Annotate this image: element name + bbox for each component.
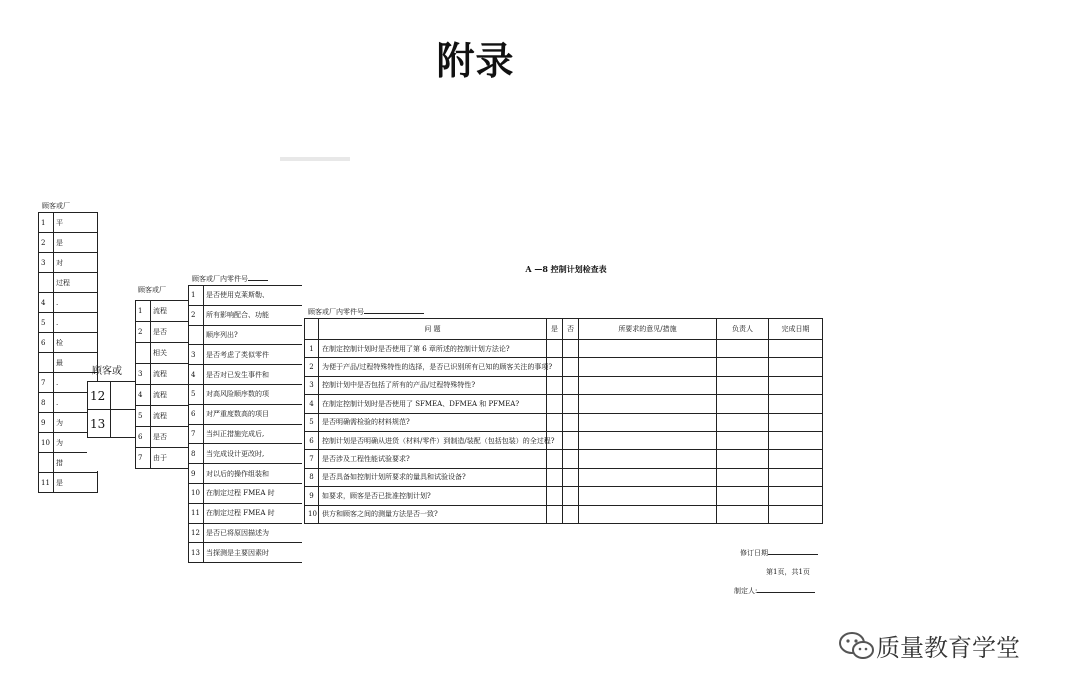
- table-row: [39, 233, 98, 253]
- slide-title: 附录: [436, 39, 515, 83]
- table-row: [39, 253, 98, 273]
- row-question: 所有影响配合、功能: [204, 305, 388, 325]
- row-number: [39, 353, 54, 373]
- row-yes: [547, 487, 563, 505]
- part-number-label: [308, 307, 424, 317]
- table-row: [39, 273, 98, 293]
- watermark-text: 质量教育学堂: [876, 634, 1020, 662]
- row-owner: [717, 505, 769, 523]
- row-action: [579, 395, 717, 413]
- row-date: [769, 376, 823, 394]
- row-question: 措: [54, 453, 98, 473]
- row-number: 13: [189, 543, 204, 563]
- sheet-title: A —8 控制计划检查表: [525, 264, 607, 274]
- row-question: 是否涉及工程性能试验要求?: [319, 450, 547, 468]
- row-action: [579, 450, 717, 468]
- row-date: [769, 468, 823, 486]
- row-question: 在制定过程 FMEA 时: [204, 483, 388, 503]
- row-question: 流程: [151, 406, 215, 427]
- row-no: [563, 450, 579, 468]
- row-question: 平: [54, 213, 98, 233]
- row-question: .: [54, 313, 98, 333]
- row-number: 11: [39, 473, 54, 493]
- row-yes: [547, 450, 563, 468]
- fragment4-header-text: 顾客或厂内零件号: [192, 275, 248, 283]
- row-question: 流程: [151, 385, 215, 406]
- row-yes: [547, 340, 563, 358]
- row-number: 8: [39, 393, 54, 413]
- row-number: 9: [189, 464, 204, 484]
- row-number: 1: [189, 286, 204, 306]
- row-number: 12: [88, 382, 111, 410]
- row-question: 是否: [151, 427, 215, 448]
- revision-date-label: 修订日期: [740, 549, 768, 557]
- row-question: 是否已将原因描述为: [204, 523, 388, 543]
- row-number: 2: [39, 233, 54, 253]
- prepared-by-label: 制定人:: [734, 587, 758, 595]
- row-number: 3: [305, 376, 319, 394]
- row-question: 当纠正措施完成后,: [204, 424, 388, 444]
- col-no: 否: [563, 319, 579, 340]
- row-date: [769, 358, 823, 376]
- row-no: [563, 395, 579, 413]
- table-header-row: [305, 319, 823, 340]
- row-question: 当探测是主要因素时: [204, 543, 388, 563]
- fragment4-header: [192, 274, 280, 284]
- checklist-fragment-4: [188, 285, 280, 566]
- table-row: [305, 413, 823, 431]
- row-number: [39, 273, 54, 293]
- row-question: 为: [54, 433, 98, 453]
- row-number: 5: [305, 413, 319, 431]
- row-question: 由于: [151, 448, 215, 469]
- row-number: 12: [189, 523, 204, 543]
- row-question: 对严重度数高的项目: [204, 404, 388, 424]
- part-number-blank: [364, 307, 424, 314]
- fragment1-header: 顾客或厂: [42, 202, 70, 210]
- row-number: [189, 325, 204, 345]
- row-number: 9: [39, 413, 54, 433]
- row-number: 5: [189, 384, 204, 404]
- table-row: [39, 353, 98, 373]
- row-yes: [547, 376, 563, 394]
- row-number: 1: [136, 301, 151, 322]
- col-date: 完成日期: [769, 319, 823, 340]
- col-number: [305, 319, 319, 340]
- table-row: [305, 395, 823, 413]
- row-owner: [717, 431, 769, 449]
- row-no: [563, 358, 579, 376]
- row-question: .: [54, 393, 98, 413]
- row-number: 6: [189, 404, 204, 424]
- row-question: 供方和顾客之间的测量方法是否一致?: [319, 505, 547, 523]
- row-action: [579, 358, 717, 376]
- faded-header-line: [280, 157, 350, 161]
- row-number: 1: [39, 213, 54, 233]
- row-date: [769, 450, 823, 468]
- table-row: [305, 358, 823, 376]
- table-row: [305, 487, 823, 505]
- row-number: [136, 343, 151, 364]
- col-owner: 负责人: [717, 319, 769, 340]
- fragment2-header: 顾客或: [92, 366, 122, 377]
- row-action: [579, 413, 717, 431]
- fragment3-header: 顾客或厂: [138, 286, 166, 294]
- row-date: [769, 431, 823, 449]
- row-action: [579, 340, 717, 358]
- row-question: 顺序列出?: [204, 325, 388, 345]
- row-date: [769, 413, 823, 431]
- row-number: 5: [39, 313, 54, 333]
- checklist-fragment-2: [87, 381, 112, 471]
- row-action: [579, 376, 717, 394]
- row-question: 是否使用克莱斯勒、: [204, 286, 388, 306]
- row-no: [563, 487, 579, 505]
- row-question: 对高风险顺序数的项: [204, 384, 388, 404]
- row-number: 3: [189, 345, 204, 365]
- row-no: [563, 340, 579, 358]
- row-question: 流程: [151, 301, 215, 322]
- row-question: 当完成设计更改时,: [204, 444, 388, 464]
- checklist-fragment-1: [38, 212, 68, 498]
- row-question: 对: [54, 253, 98, 273]
- table-row: [305, 431, 823, 449]
- row-number: 7: [39, 373, 54, 393]
- prepared-by: [734, 586, 815, 596]
- row-question: 是否明确需检验的材料规范?: [319, 413, 547, 431]
- row-action: [579, 505, 717, 523]
- row-action: [579, 468, 717, 486]
- row-number: 3: [136, 364, 151, 385]
- row-yes: [547, 468, 563, 486]
- row-question: .: [54, 373, 98, 393]
- col-action: 所要求的意见/措施: [579, 319, 717, 340]
- row-number: 4: [136, 385, 151, 406]
- row-date: [769, 340, 823, 358]
- row-number: 5: [136, 406, 151, 427]
- row-date: [769, 487, 823, 505]
- row-owner: [717, 468, 769, 486]
- row-no: [563, 376, 579, 394]
- row-number: 6: [39, 333, 54, 353]
- row-no: [563, 413, 579, 431]
- table-row: [39, 313, 98, 333]
- row-number: 9: [305, 487, 319, 505]
- row-number: 10: [189, 483, 204, 503]
- table-row: [39, 333, 98, 353]
- row-action: [579, 431, 717, 449]
- row-date: [769, 395, 823, 413]
- row-number: 6: [305, 431, 319, 449]
- table-row: [39, 293, 98, 313]
- row-no: [563, 505, 579, 523]
- row-question: 在制定控制计划时是否使用了第 6 章所述的控制计划方法论?: [319, 340, 547, 358]
- row-owner: [717, 413, 769, 431]
- col-question: 问 题: [319, 319, 547, 340]
- col-yes: 是: [547, 319, 563, 340]
- row-owner: [717, 395, 769, 413]
- table-row: [305, 505, 823, 523]
- row-question: 是否对已发生事件和: [204, 365, 388, 385]
- row-question: 是: [54, 233, 98, 253]
- row-owner: [717, 376, 769, 394]
- row-question: 过程: [54, 273, 98, 293]
- row-question: 如要求，顾客是否已批准控制计划?: [319, 487, 547, 505]
- row-number: 6: [136, 427, 151, 448]
- row-number: 4: [39, 293, 54, 313]
- row-question: 对以后的操作组装和: [204, 464, 388, 484]
- row-owner: [717, 358, 769, 376]
- row-question: 是否考虑了类似零件: [204, 345, 388, 365]
- revision-date-blank: [768, 548, 818, 555]
- checklist-fragment-3: [135, 300, 166, 476]
- revision-date: [740, 548, 818, 558]
- row-question: 在制定过程 FMEA 时: [204, 503, 388, 523]
- row-number: 7: [189, 424, 204, 444]
- table-row: [39, 213, 98, 233]
- row-number: 2: [305, 358, 319, 376]
- row-no: [563, 431, 579, 449]
- page-count: 第1页，共1页: [766, 568, 810, 576]
- row-number: 3: [39, 253, 54, 273]
- row-number: 8: [189, 444, 204, 464]
- row-question: 是: [54, 473, 98, 493]
- row-number: 13: [88, 410, 111, 438]
- row-owner: [717, 450, 769, 468]
- part-number-text: 顾客或厂内零件号: [308, 308, 364, 316]
- table-row: [305, 450, 823, 468]
- table-row: [305, 468, 823, 486]
- prepared-by-blank: [757, 586, 815, 593]
- row-question: 检: [54, 333, 98, 353]
- row-question: 在制定控制计划时是否使用了 SFMEA、DFMEA 和 PFMEA?: [319, 395, 547, 413]
- row-number: 10: [39, 433, 54, 453]
- table-row: [305, 376, 823, 394]
- row-number: 7: [305, 450, 319, 468]
- row-no: [563, 468, 579, 486]
- row-number: 10: [305, 505, 319, 523]
- row-date: [769, 505, 823, 523]
- wechat-icon: [838, 631, 876, 661]
- row-number: [39, 453, 54, 473]
- row-owner: [717, 487, 769, 505]
- row-yes: [547, 413, 563, 431]
- row-question: 为: [54, 413, 98, 433]
- row-question: 为便于产品/过程特殊特性的选择，是否已识别所有已知的顾客关注的事项?: [319, 358, 547, 376]
- row-number: 1: [305, 340, 319, 358]
- row-question: 相关: [151, 343, 215, 364]
- row-action: [579, 487, 717, 505]
- watermark: [838, 628, 1020, 663]
- row-owner: [717, 340, 769, 358]
- row-question: .: [54, 293, 98, 313]
- row-question: 是否: [151, 322, 215, 343]
- row-question: 控制计划是否明确从进货（材料/零件）到制造/装配（包括包装）的全过程?: [319, 431, 547, 449]
- row-number: 4: [189, 365, 204, 385]
- row-number: 11: [189, 503, 204, 523]
- row-question: 是否具备如控制计划所要求的量具和试验设备?: [319, 468, 547, 486]
- row-question: 流程: [151, 364, 215, 385]
- row-number: 2: [136, 322, 151, 343]
- row-yes: [547, 505, 563, 523]
- row-question: 控制计划中是否包括了所有的产品/过程特殊特性?: [319, 376, 547, 394]
- row-number: 8: [305, 468, 319, 486]
- row-number: 2: [189, 305, 204, 325]
- control-plan-table: [304, 318, 823, 524]
- row-number: 4: [305, 395, 319, 413]
- row-question: 最: [54, 353, 98, 373]
- table-row: [305, 340, 823, 358]
- row-yes: [547, 395, 563, 413]
- row-number: 7: [136, 448, 151, 469]
- table-row: [39, 473, 98, 493]
- control-plan-checklist-sheet: [302, 252, 830, 602]
